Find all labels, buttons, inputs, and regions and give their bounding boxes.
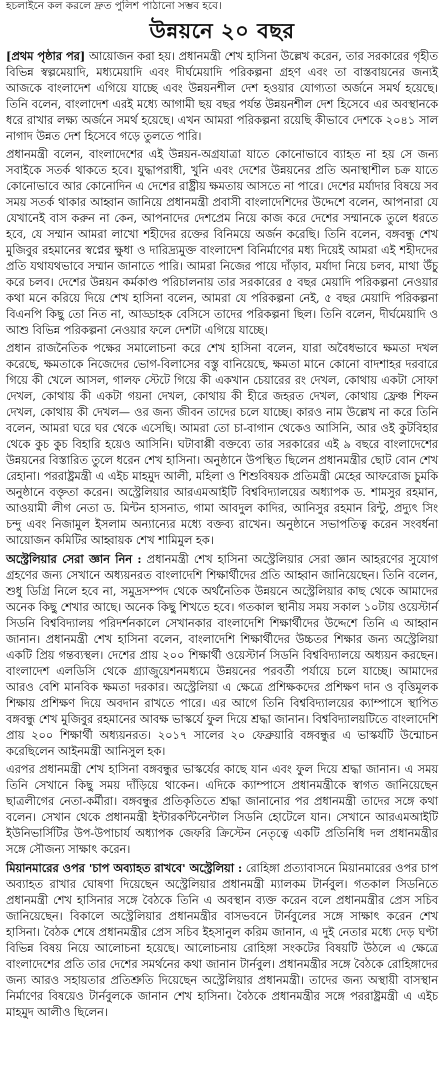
- subheading-knowledge: অস্ট্রেলিয়ার সেরা জ্ঞান নিন :: [6, 552, 142, 566]
- continuation-marker: [প্রথম পৃষ্ঠার পর]: [6, 49, 86, 63]
- section-myanmar-text: রোহিঙ্গা প্রত্যাবাসনে মিয়ানমারের ওপর চাপ অব্যাহত রাখার ঘোষণা দিয়েছেন অস্ট্রেলিয়ার প্রধানমন্ত্রী ম্যালকম টার্নবুল। গতকাল সিডনিতে প্রধানমন্ত্রী শেখ হাসিনার সঙ্গে বৈঠকে তিনি এ অবস্থান ব্যক্ত করেন বলে প্রধানমন্ত্রীর প্রেস সচিব জানিয়েছেন। বিকালে অস্ট্রেলিয়ার প্রধানমন্ত্রীর বাসভবনে টার্নবুলের সঙ্গে সাক্ষাৎ করেন শেখ হাসিনা। বৈঠক শেষে প্রধানমন্ত্রীর প্রেস সচিব ইহসানুল করিম জানান, এ দুই নেতার মধ্যে দেড় ঘণ্টা বিভিন্ন বিষয় নিয়ে আলোচনা হয়েছে। আলোচনায় রোহিঙ্গা সংকটের বিষয়টি উঠলে এ ক্ষেত্রে বাংলাদেশের প্রতি তার দেশের সমর্থনের কথা জানান টার্নবুল। প্রধানমন্ত্রীর সঙ্গে বৈঠকে রোহিঙ্গাদের জন্য আরও সহায়তার প্রতিশ্রুতি দিয়েছেন অস্ট্রেলিয়ার প্রধানমন্ত্রী। তাদের জন্য অস্থায়ী বাসস্থান নির্মাণের বিষয়েও টার্নবুলকে জানান শেখ হাসিনা। বৈঠকে প্রধানমন্ত্রীর সঙ্গে পররাষ্ট্রমন্ত্রী এ এইচ মাহমুদ আলীও ছিলেন।: [6, 862, 439, 1019]
- paragraph-continuation: [6, 48, 438, 145]
- paragraph-tribute: এরপর প্রধানমন্ত্রী শেখ হাসিনা বঙ্গবন্ধুর ভাস্কর্যের কাছে যান এবং ফুল দিয়ে শ্রদ্ধা জানান। এ সময় তিনি সেখানে কিছু সময় দাঁড়িয়ে থাকেন। এদিকে ক্যাম্পাসে প্রধানমন্ত্রীকে স্বাগত জানিয়েছেন ছাত্রলীগের নেতা-কর্মীরা। বঙ্গবন্ধুর প্রতিকৃতিতে শ্রদ্ধা জানানোর পর প্রধানমন্ত্রী তাদের সঙ্গে কথা বলেন। সেখান থেকে প্রধানমন্ত্রী ইন্টারকন্টিনেন্টাল সিডনি হোটেলে যান। সেখানে আরএমআইটি ইউনিভার্সিটির উপ-উপাচার্য অধ্যাপক জেফরি ক্রিস্টেন নেতৃত্বে একটি প্রতিনিধি দল প্রধানমন্ত্রীর সঙ্গে সৌজন্য সাক্ষাৎ করেন।: [6, 763, 438, 856]
- previous-article-tail: হচলাইনে কল করলে দ্রুত পুলিশ পাঠানো সম্ভব হবে।: [6, 0, 222, 12]
- paragraph-vigilance: প্রধানমন্ত্রী বলেন, বাংলাদেশের এই উন্নয়ন-অগ্রযাত্রা যাতে কোনোভাবে ব্যাহত না হয় সে জন্য সবাইকে সতর্ক থাকতে হবে। যুদ্ধাপরাধী, খুনি এবং দেশের উন্নয়নের প্রতি অনাস্থাশীল চক্র যাতে কোনোভাবে আর কোনোদিন এ দেশের রাষ্ট্রীয় ক্ষমতায় আসতে না পারে। দেশের মর্যাদার বিষয়ে সব সময় সতর্ক থাকার আহ্বান জানিয়ে প্রধানমন্ত্রী প্রবাসী বাংলাদেশিদের উদ্দেশে বলেন, আপনারা যে যেখানেই বাস করুন না কেন, আপনাদের দেশপ্রেম নিয়ে কাজ করে দেশের সম্মানকে তুলে ধরতে হবে, যে সম্মান আমরা লাখো শহীদের রক্তের বিনিময়ে অর্জন করেছি। তিনি বলেন, বঙ্গবন্ধু শেখ মুজিবুর রহমানের স্বপ্নের ক্ষুধা ও দারিদ্র্যমুক্ত বাংলাদেশ বিনির্মাণের মধ্য দিয়েই আমরা এই শহীদদের প্রতি যথাযথভাবে সম্মান জানাতে পারি। আমরা নিজের পায়ে দাঁড়াব, মর্যাদা নিয়ে চলব, মাথা উঁচু করে চলব। দেশের উন্নয়ন কর্মকাণ্ড পরিচালনায় তার সরকারের ৫ বছর মেয়াদি পরিকল্পনা নেওয়ার কথা মনে করিয়ে দিয়ে শেখ হাসিনা বলেন, আমরা যে পরিকল্পনা নেই, ৫ বছর মেয়াদি পরিকল্পনা বিএনপি কিছু তো নিত না, আড্ডাহক বেসিসে তাদের পরিকল্পনা ছিল। তিনি বলেন, দীর্ঘমেয়াদি ও আশু বিভিন্ন পরিকল্পনা নেওয়ার ফলে দেশটা এগিয়ে যাচ্ছে।: [6, 148, 438, 337]
- paragraph-criticism: প্রধান রাজনৈতিক পক্ষের সমালোচনা করে শেখ হাসিনা বলেন, যারা অবৈধভাবে ক্ষমতা দখল করেছে, ক্ষমতাকে নিজেদের ভোগ-বিলাসের বস্তু বানিয়েছে, ক্ষমতা মানে কোনো বাদশাহর দরবারে গিয়ে কী খেলে আসল, গালফ স্টেটে গিয়ে কী একখান চেয়ারের রং দেখল, কোথায় একটা সোফা দেখল, কোথায় কী একটা গয়না দেখল, কোথায় কী হীরে জহরত দেখল, কোথায় ফ্রেঞ্চ শিফন দেখল, কোথায় কী দেখল— ওর জন্য জীবন তাদের চলে যাচ্ছে। কারও নাম উল্লেখ না করে তিনি বলেন, আমরা ঘরে ঘর থেকে এসেছি। আমরা তো চা-বাগান থেকেও আসিনি, আর ওই কুটবিহার থেকে কুচ কুচ বিহারি হয়েও আসিনি। ঘটাবাপ্পী বক্তব্যে তার সরকারের এই ৯ বছরে বাংলাদেশের উন্নয়নের বিস্তারিত তুলে ধরেন শেখ হাসিনা। অনুষ্ঠানে উপস্থিত ছিলেন প্রধানমন্ত্রীর ছোট বোন শেখ রেহানা। পররাষ্ট্রমন্ত্রী এ এইচ মাহমুদ আলী, মহিলা ও শিশুবিষয়ক প্রতিমন্ত্রী মেহের আফরোজ চুমকি অনুষ্ঠানে বক্তৃতা করেন। অস্ট্রেলিয়ার আরএমআইটি বিশ্ববিদ্যালয়ের অধ্যাপক ড. শামসুর রহমান, আওয়ামী লীগ নেতা ড. মিন্টন হাসনাত, গামা আবদুল কাদির, আনিসুর রহমান রিন্টু, প্রদ্যুৎ সিং চন্দু এবং নিজামুল ইসলাম অন্যান্যের মধ্যে বক্তব্য রাখেন। অনুষ্ঠানে সভাপতিত্ব করেন সংবর্ধনা আয়োজন কমিটির আহ্বায়ক শেখ শামিমুল হক।: [6, 342, 438, 547]
- article-body: [0, 48, 444, 1021]
- section-myanmar: [6, 860, 438, 1021]
- subheading-myanmar: মিয়ানমারের ওপর 'চাপ অব্যাহত রাখবে' অস্ট্রেলিয়া :: [6, 861, 243, 875]
- paragraph-text: আয়োজন করা হয়। প্রধানমন্ত্রী শেখ হাসিনা উল্লেখ করেন, তার সরকারের গৃহীত বিভিন্ন স্বল্পমেয়াদি, মধ্যমেয়াদি এবং দীর্ঘমেয়াদি পরিকল্পনা গ্রহণ এবং তা বাস্তবায়নের জন্যই আজকে বাংলাদেশ এগিয়ে যাচ্ছে এবং উন্নয়নশীল দেশ হওয়ার যোগ্যতা অর্জনে সমর্থ হয়েছে। তিনি বলেন, বাংলাদেশ এরই মধ্যে আগামী ছয় বছর পর্যন্ত উন্নয়নশীল দেশ হিসেবে এর অবস্থানকে ধরে রাখার লক্ষ্য অর্জনে সমর্থ হয়েছে। এখন আমরা পরিকল্পনা রয়েছি কীভাবে দেশকে ২০৪১ সাল নাগাদ উন্নত দেশ হিসেবে গড়ে তুলতে পারি।: [6, 50, 438, 143]
- section-knowledge-text: প্রধানমন্ত্রী শেখ হাসিনা অস্ট্রেলিয়ার সেরা জ্ঞান আহরণের সুযোগ গ্রহণের জন্য সেখানে অধ্যয়নরত বাংলাদেশি শিক্ষার্থীদের প্রতি আহ্বান জানিয়েছেন। তিনি বলেন, শুধু ডিগ্রি নিলে হবে না, সমুদ্রসম্পদ থেকে অর্থনৈতিক উন্নয়নে অস্ট্রেলিয়ার কাছ থেকে আমাদের অনেক কিছু শেখার আছে। অনেক কিছু শিখতে হবে। গতকাল স্থানীয় সময় সকাল ১০টায় ওয়েস্টার্ন সিডনি বিশ্ববিদ্যালয় পরিদর্শনকালে সেখানকার বাংলাদেশি শিক্ষার্থীদের উদ্দেশে তিনি এ আহ্বান জানান। প্রধানমন্ত্রী শেখ হাসিনা বলেন, বাংলাদেশি শিক্ষার্থীদের উচ্চতর শিক্ষার জন্য অস্ট্রেলিয়া একটি প্রিয় গন্তব্যস্থল। দেশের প্রায় ২০০ শিক্ষার্থী ওয়েস্টার্ন সিডনি বিশ্ববিদ্যালয়ে অধ্যয়ন করছেন। বাংলাদেশ এলডিসি থেকে গ্র্যাজুয়েশনমধ্যমে উন্নয়নের পরবর্তী পর্যায়ে চলে যাচ্ছে। আমাদের আরও বেশি মানবিক ক্ষমতা দরকার। অস্ট্রেলিয়া এ ক্ষেত্রে প্রশিক্ষকদের প্রশিক্ষণ দান ও বৃত্তিমূলক শিক্ষায় প্রশিক্ষণ দিয়ে অবদান রাখতে পারে। এর আগে তিনি বিশ্ববিদ্যালয়ের ক্যাম্পাসে স্থাপিত বঙ্গবন্ধু শেখ মুজিবুর রহমানের আবক্ষ ভাস্কর্যে ফুল দিয়ে শ্রদ্ধা জানান। বিশ্ববিদ্যালয়টিতে বাংলাদেশি প্রায় ২০০ শিক্ষার্থী অধ্যয়নরত। ২০১৭ সালের ২০ ফেব্রুয়ারি বঙ্গবন্ধুর এ ভাস্কর্যটি উন্মোচন করেছিলেন আইনমন্ত্রী আনিসুল হক।: [6, 553, 438, 758]
- article-headline: উন্নয়নে ২০ বছর: [149, 18, 295, 43]
- section-knowledge: [6, 551, 438, 760]
